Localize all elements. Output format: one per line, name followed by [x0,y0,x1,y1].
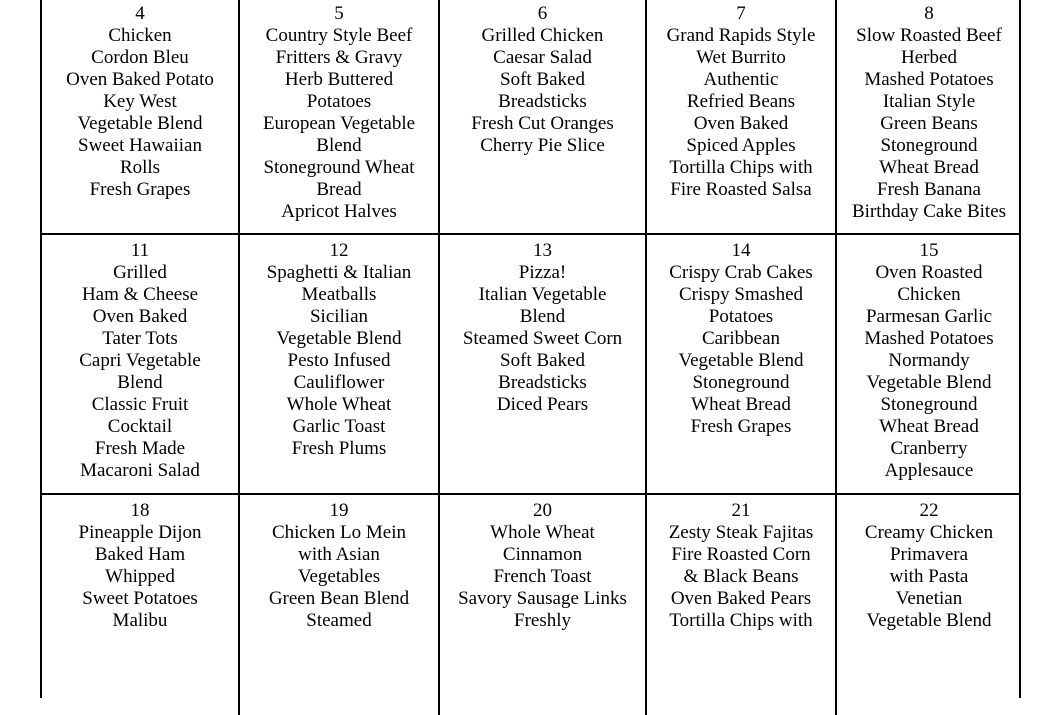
menu-item: Cranberry [890,438,968,459]
menu-item: Chicken [108,25,172,46]
day-number: 22 [919,500,939,521]
menu-item: Spiced Apples [686,135,796,156]
menu-item: Vegetable Blend [866,372,992,393]
day-number: 6 [537,3,548,24]
menu-item: Whole Wheat [490,522,595,543]
menu-item: Blend [316,135,362,156]
menu-item: Macaroni Salad [80,460,200,481]
menu-item: Baked Ham [94,544,186,565]
day-cell [238,235,438,493]
menu-item: Fritters & Gravy [275,47,403,68]
menu-item: Classic Fruit [91,394,189,415]
day-cell [438,235,645,493]
day-cell [438,495,645,715]
menu-item: & Black Beans [683,566,799,587]
menu-item: Crispy Crab Cakes [669,262,813,283]
menu-item: Herbed [901,47,957,68]
menu-item: Italian Vegetable [478,284,607,305]
day-number: 15 [919,240,939,261]
menu-item: Mashed Potatoes [864,69,994,90]
menu-item: Herb Buttered [284,69,394,90]
day-cell [645,0,835,233]
menu-item: Spaghetti & Italian [266,262,412,283]
menu-item: Savory Sausage Links [458,588,627,609]
menu-item: Normandy [888,350,970,371]
lunch-menu-calendar [40,0,1021,698]
menu-item: Steamed [306,610,372,631]
menu-item: Oven Baked Potato [66,69,214,90]
day-number: 18 [130,500,150,521]
day-cell [42,495,238,715]
menu-item: Freshly [514,610,571,631]
menu-item: Wheat Bread [879,157,979,178]
menu-item: Grand Rapids Style [666,25,816,46]
menu-item: Pesto Infused [287,350,391,371]
menu-item: Tortilla Chips with [669,610,813,631]
menu-item: Sicilian [309,306,369,327]
week-row [42,0,1019,235]
menu-item: Caesar Salad [493,47,592,68]
week-row [42,235,1019,495]
menu-item: Fire Roasted Salsa [670,179,812,200]
menu-item: French Toast [493,566,592,587]
menu-item: Whole Wheat [286,394,392,415]
menu-item: Blend [117,372,163,393]
menu-item: Cordon Bleu [91,47,189,68]
menu-item: Malibu [112,610,168,631]
menu-item: Tortilla Chips with [669,157,813,178]
menu-item: Fresh Made [94,438,186,459]
menu-item: Refried Beans [686,91,796,112]
menu-item: Vegetable Blend [866,610,992,631]
menu-item: Whipped [105,566,175,587]
menu-item: Pizza! [518,262,567,283]
day-cell [835,0,1021,233]
menu-item: Country Style Beef [265,25,413,46]
menu-item: Vegetables [297,566,381,587]
menu-item: Key West [103,91,177,112]
menu-item: European Vegetable [262,113,416,134]
day-cell [42,235,238,493]
menu-item: Authentic [703,69,779,90]
menu-item: Stoneground Wheat [263,157,415,178]
menu-item: Primavera [889,544,969,565]
menu-item: Crispy Smashed [678,284,804,305]
day-cell [835,495,1021,715]
menu-item: Stoneground [692,372,790,393]
day-cell [645,235,835,493]
menu-item: Garlic Toast [292,416,386,437]
menu-item: Sweet Hawaiian [78,135,202,156]
day-number: 19 [329,500,349,521]
day-cell [238,495,438,715]
day-cell [238,0,438,233]
menu-item: Vegetable Blend [77,113,203,134]
menu-item: Wheat Bread [879,416,979,437]
menu-item: Soft Baked [500,69,585,90]
menu-item: Meatballs [301,284,377,305]
menu-item: Wheat Bread [691,394,791,415]
week-row [42,495,1019,715]
menu-item: Fresh Grapes [89,179,191,200]
menu-item: Fresh Grapes [690,416,792,437]
menu-item: Cauliflower [293,372,385,393]
menu-item: Ham & Cheese [81,284,199,305]
menu-item: Soft Baked [500,350,585,371]
day-number: 12 [329,240,349,261]
day-number: 13 [533,240,552,261]
menu-item: Rolls [119,157,161,178]
menu-item: Potatoes [306,91,372,112]
menu-item: Birthday Cake Bites [851,201,1007,222]
day-cell [645,495,835,715]
menu-item: Vegetable Blend [678,350,804,371]
day-number: 14 [731,240,751,261]
menu-item: Capri Vegetable [79,350,201,371]
menu-item: Venetian [895,588,963,609]
menu-item: Chicken Lo Mein [271,522,407,543]
menu-item: Applesauce [884,460,974,481]
menu-item: Vegetable Blend [276,328,402,349]
menu-item: with Asian [298,544,380,565]
menu-item: Green Beans [880,113,978,134]
menu-item: Stoneground [880,135,978,156]
day-number: 11 [130,240,150,261]
menu-item: Zesty Steak Fajitas [668,522,814,543]
day-number: 8 [924,3,934,24]
menu-item: Stoneground [880,394,978,415]
menu-item: Mashed Potatoes [864,328,994,349]
menu-item: Oven Roasted [875,262,983,283]
menu-item: Cinnamon [502,544,583,565]
menu-item: Caribbean [701,328,781,349]
day-number: 20 [533,500,552,521]
menu-item: Potatoes [708,306,774,327]
day-number: 4 [135,3,145,24]
menu-item: Cocktail [107,416,173,437]
day-number: 5 [334,3,344,24]
menu-item: Fresh Plums [291,438,387,459]
menu-item: Italian Style [882,91,976,112]
day-cell [438,0,645,233]
menu-item: Apricot Halves [281,201,397,222]
menu-item: Fire Roasted Corn [671,544,811,565]
menu-item: Steamed Sweet Corn [462,328,623,349]
menu-item: Diced Pears [496,394,589,415]
menu-item: Breadsticks [498,372,587,393]
menu-item: Oven Baked Pears [670,588,812,609]
menu-item: Pineapple Dijon [78,522,202,543]
menu-item: Bread [316,179,362,200]
day-number: 21 [731,500,751,521]
menu-item: Wet Burrito [696,47,786,68]
menu-item: Cherry Pie Slice [480,135,605,156]
menu-item: Slow Roasted Beef [856,25,1002,46]
menu-item: Tater Tots [102,328,178,349]
menu-item: Oven Baked [693,113,789,134]
menu-item: Green Bean Blend [268,588,410,609]
menu-item: with Pasta [889,566,969,587]
menu-item: Blend [519,306,566,327]
day-cell [835,235,1021,493]
menu-item: Parmesan Garlic [865,306,993,327]
day-cell [42,0,238,233]
menu-item: Oven Baked [92,306,188,327]
menu-item: Fresh Banana [877,179,981,200]
menu-item: Grilled [113,262,167,283]
menu-item: Chicken [897,284,961,305]
menu-item: Fresh Cut Oranges [471,113,614,134]
day-number: 7 [736,3,746,24]
menu-item: Breadsticks [498,91,587,112]
menu-item: Creamy Chicken [864,522,994,543]
menu-item: Grilled Chicken [481,25,604,46]
menu-item: Sweet Potatoes [82,588,198,609]
